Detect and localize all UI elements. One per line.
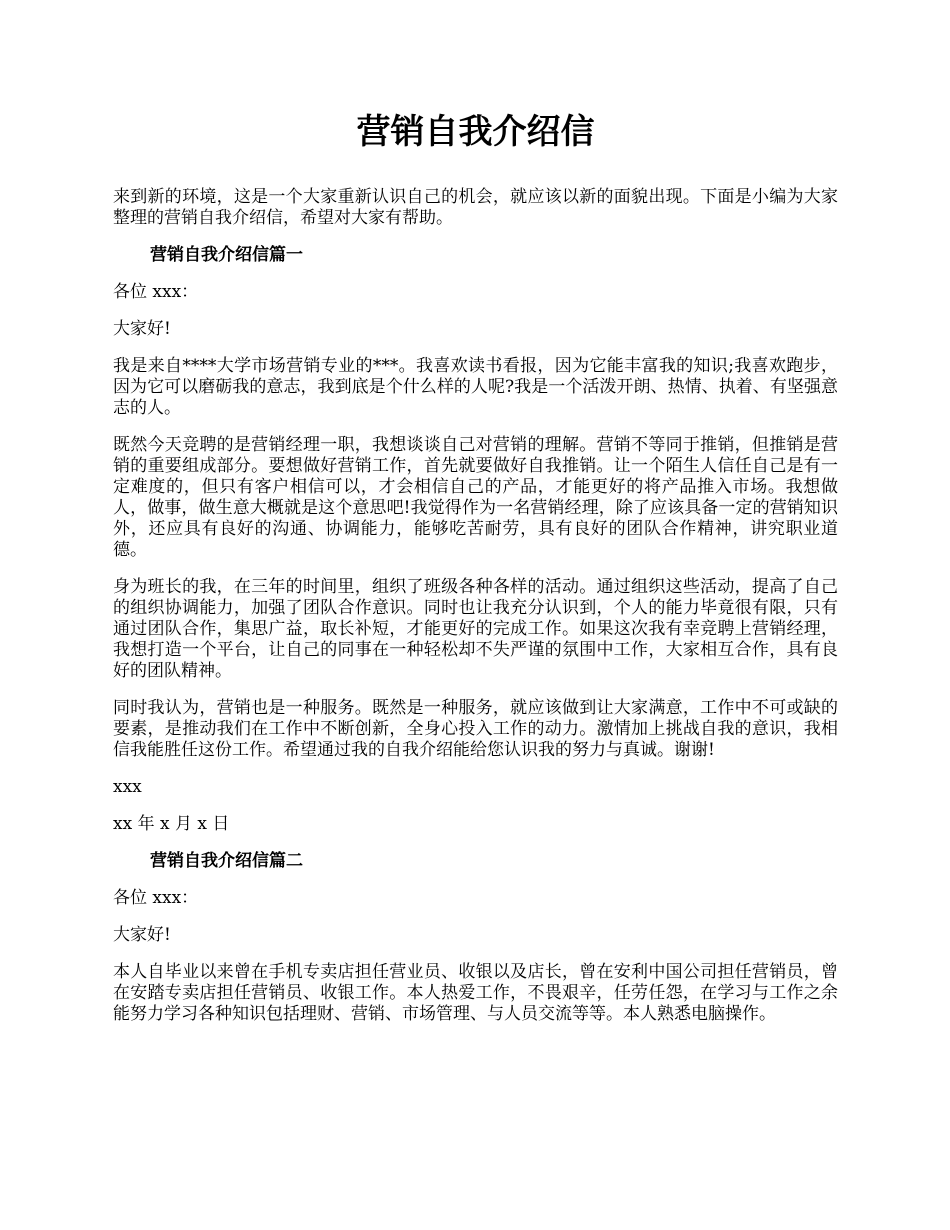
section-two-paragraph-1: 本人自毕业以来曾在手机专卖店担任营业员、收银以及店长，曾在安利中国公司担任营销员，曾在安踏专卖店担任营销员、收银工作。本人热爱工作，不畏艰辛，任劳任怨，在学习与工作之余能努力学习各种知识包括理财、营销、市场管理、与人员交流等等。本人熟悉电脑操作。 <box>113 962 838 1024</box>
section-one-paragraph-4: 同时我认为，营销也是一种服务。既然是一种服务，就应该做到让大家满意，工作中不可或缺的要素，是推动我们在工作中不断创新，全身心投入工作的动力。激情加上挑战自我的意识，我相信我能胜任这份工作。希望通过我的自我介绍能给您认识我的努力与真诚。谢谢! <box>113 698 838 760</box>
section-one-greeting: 大家好! <box>113 319 171 339</box>
signature: xxx <box>113 777 142 797</box>
section-two <box>113 851 838 1025</box>
section-one <box>113 245 838 835</box>
section-one-salutation: 各位 xxx： <box>113 282 199 302</box>
section-one-paragraph-2: 既然今天竞聘的是营销经理一职，我想谈谈自己对营销的理解。营销不等同于推销，但推销是营销的重要组成部分。要想做好营销工作，首先就要做好自我推销。让一个陌生人信任自己是有一定难度的，但只有客户相信可以，才会相信自己的产品，才能更好的将产品推入市场。我想做人，做事，做生意大概就是这个意思吧!我觉得作为一名营销经理，除了应该具备一定的营销知识外，还应具有良好的沟通、协调能力，能够吃苦耐劳，具有良好的团队合作精神，讲究职业道德。 <box>113 435 838 560</box>
document-title: 营销自我介绍信 <box>356 112 595 152</box>
section-one-heading: 营销自我介绍信篇一 <box>150 245 303 265</box>
section-one-paragraph-3: 身为班长的我，在三年的时间里，组织了班级各种各样的活动。通过组织这些活动，提高了自己的组织协调能力，加强了团队合作意识。同时也让我充分认识到，个人的能力毕竟很有限，只有通过团队合作，集思广益，取长补短，才能更好的完成工作。如果这次我有幸竞聘上营销经理，我想打造一个平台，让自己的同事在一种轻松却不失严谨的氛围中工作，大家相互合作，具有良好的团队精神。 <box>113 577 838 681</box>
intro-paragraph: 来到新的环境，这是一个大家重新认识自己的机会，就应该以新的面貌出现。下面是小编为大家整理的营销自我介绍信，希望对大家有帮助。 <box>113 187 838 228</box>
section-two-salutation: 各位 xxx： <box>113 888 199 908</box>
section-two-heading: 营销自我介绍信篇二 <box>150 851 303 871</box>
date-line: xx 年 x 月 x 日 <box>113 814 230 834</box>
section-one-paragraph-1: 我是来自****大学市场营销专业的***。我喜欢读书看报，因为它能丰富我的知识;我喜欢跑步，因为它可以磨砺我的意志，我到底是个什么样的人呢?我是一个活泼开朗、热情、执着、有坚强意志的人。 <box>113 356 838 418</box>
section-two-greeting: 大家好! <box>113 925 171 945</box>
